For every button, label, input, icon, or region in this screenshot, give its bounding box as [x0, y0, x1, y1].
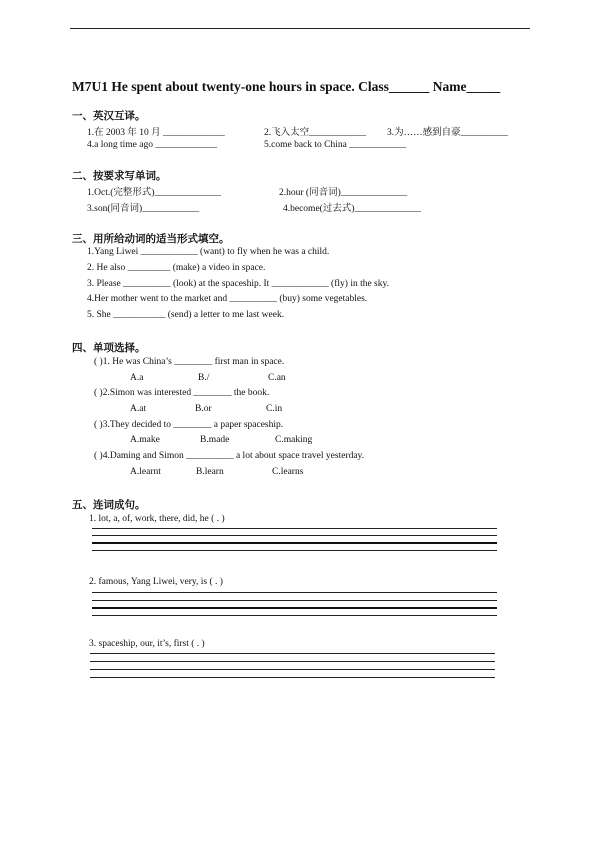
s3-item-5: 5. She ___________ (send) a letter to me last week.: [87, 310, 285, 320]
writing-line: [92, 607, 497, 609]
writing-line: [90, 661, 495, 662]
s2-item-2: 2.hour (同音词)______________: [279, 188, 408, 198]
writing-line: [92, 600, 497, 601]
s4-q2-option-a: A.at: [130, 404, 147, 414]
writing-line: [90, 669, 495, 670]
section-1-heading: 一、英汉互译。: [72, 110, 146, 122]
s5-item-1: 1. lot, a, of, work, there, did, he ( . ): [89, 514, 225, 524]
s3-item-1: 1.Yang Liwei ____________ (want) to fly when he was a child.: [87, 247, 330, 257]
s2-item-1: 1.Oct.(完整形式)______________: [87, 188, 222, 198]
writing-line: [90, 677, 495, 678]
s5-item-3: 3. spaceship, our, it’s, first ( . ): [89, 639, 205, 649]
section-5-heading: 五、连词成句。: [72, 499, 146, 511]
s4-q1-option-a: A.a: [130, 373, 144, 383]
s2-item-4: 4.become(过去式)______________: [283, 204, 421, 214]
s1-item-5: 5.come back to China ____________: [264, 140, 407, 150]
s4-q1-option-b: B./: [198, 373, 210, 383]
s4-q3-option-a: A.make: [130, 435, 160, 445]
s3-item-3: 3. Please __________ (look) at the spaceship. It ____________ (fly) in the sky.: [87, 279, 390, 289]
writing-line: [90, 653, 495, 654]
s4-q4-option-a: A.learnt: [130, 467, 161, 477]
s4-q2-option-b: B.or: [195, 404, 212, 414]
s4-q2-option-c: C.in: [266, 404, 283, 414]
s4-q1-option-c: C.an: [268, 373, 286, 383]
s1-item-1: 1.在 2003 年 10 月 _____________: [87, 128, 225, 138]
s4-q2-stem: ( )2.Simon was interested ________ the book.: [94, 388, 270, 398]
worksheet-title: M7U1 He spent about twenty-one hours in space. Class______ Name_____: [72, 79, 501, 94]
s5-item-2: 2. famous, Yang Liwei, very, is ( . ): [89, 577, 223, 587]
s1-item-4: 4.a long time ago _____________: [87, 140, 218, 150]
writing-line: [92, 550, 497, 551]
section-4-heading: 四、单项选择。: [72, 342, 146, 354]
writing-line: [92, 592, 497, 593]
s4-q3-option-b: B.made: [200, 435, 230, 445]
writing-line: [92, 528, 497, 529]
s3-item-2: 2. He also _________ (make) a video in space.: [87, 263, 266, 273]
section-2-heading: 二、按要求写单词。: [72, 170, 167, 182]
s4-q4-stem: ( )4.Daming and Simon __________ a lot about space travel yesterday.: [94, 451, 365, 461]
writing-line: [92, 535, 497, 536]
header-rule: [70, 28, 530, 29]
s1-item-3: 3.为……感到自豪__________: [387, 128, 509, 138]
writing-line: [92, 615, 497, 616]
s4-q3-option-c: C.making: [275, 435, 313, 445]
s4-q3-stem: ( )3.They decided to ________ a paper spaceship.: [94, 420, 284, 430]
section-3-heading: 三、用所给动词的适当形式填空。: [72, 233, 230, 245]
writing-line: [92, 542, 497, 544]
s3-item-4: 4.Her mother went to the market and __________ (buy) some vegetables.: [87, 294, 368, 304]
s4-q4-option-b: B.learn: [196, 467, 224, 477]
s4-q1-stem: ( )1. He was China’s ________ first man in space.: [94, 357, 285, 367]
s2-item-3: 3.son(同音词)____________: [87, 204, 200, 214]
s1-item-2: 2.飞入太空____________: [264, 128, 367, 138]
s4-q4-option-c: C.learns: [272, 467, 304, 477]
